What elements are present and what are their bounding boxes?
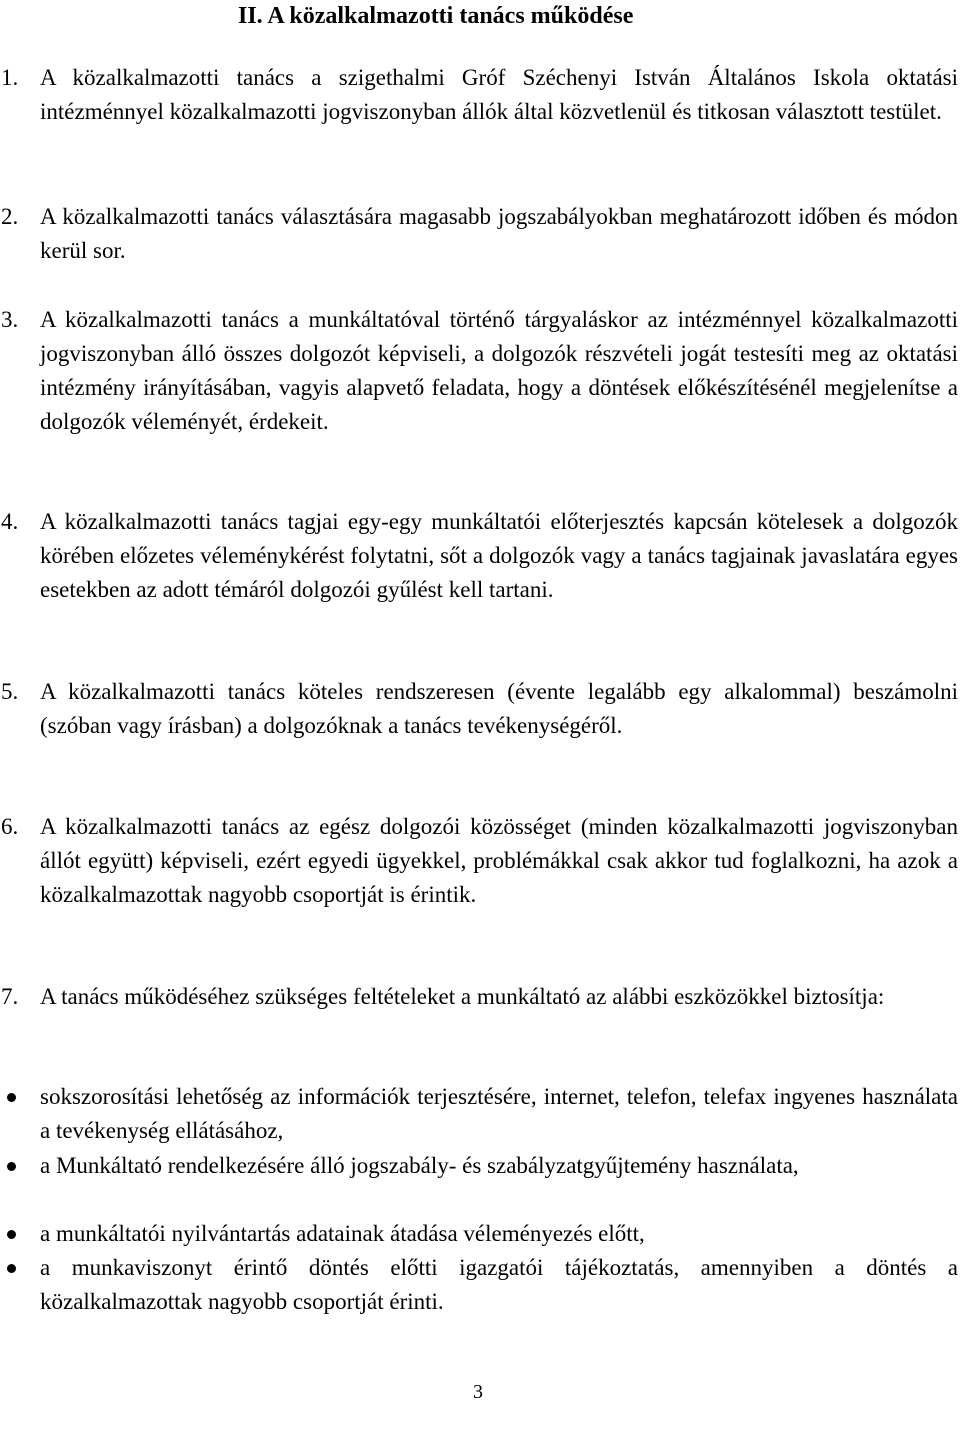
paragraph-number: 2. bbox=[1, 204, 19, 229]
paragraph-number: 5. bbox=[1, 679, 19, 704]
paragraph-number: 4. bbox=[1, 509, 19, 534]
page-number: 3 bbox=[473, 1381, 483, 1403]
paragraph-7 bbox=[1, 980, 958, 1014]
paragraph-1 bbox=[1, 61, 958, 129]
paragraph-number: 1. bbox=[1, 65, 19, 90]
list-item-text: a Munkáltató rendelkezésére álló jogszabály- és szabályzatgyűjtemény használata, bbox=[40, 1153, 799, 1178]
paragraph-3 bbox=[1, 303, 958, 439]
paragraph-text: A közalkalmazotti tanács választására magasabb jogszabályokban meghatározott időben és módon kerül sor. bbox=[40, 204, 958, 263]
paragraph-number: 3. bbox=[1, 307, 19, 332]
list-item-text: a munkáltatói nyilvántartás adatainak átadása véleményezés előtt, bbox=[40, 1221, 645, 1246]
list-item bbox=[40, 1217, 958, 1251]
paragraph-text: A tanács működéséhez szükséges feltételeket a munkáltató az alábbi eszközökkel biztosítja: bbox=[40, 984, 885, 1009]
paragraph-6 bbox=[1, 810, 958, 912]
paragraph-text: A közalkalmazotti tanács köteles rendszeresen (évente legalább egy alkalommal) beszámolni (szóban vagy írásban) a dolgozóknak a tanács tevékenységéről. bbox=[40, 679, 958, 738]
section-heading: II. A közalkalmazotti tanács működése bbox=[238, 3, 634, 29]
list-item bbox=[40, 1149, 958, 1183]
list-item bbox=[40, 1251, 958, 1319]
paragraph-text: A közalkalmazotti tanács az egész dolgozói közösséget (minden közalkalmazotti jogviszonyban állót együtt) képviseli, ezért egyedi ügyekkel, problémákkal csak akkor tud foglalkozni, ha azok a közalkalmazottak nagyobb csoportját is érintik. bbox=[40, 814, 958, 907]
paragraph-5 bbox=[1, 675, 958, 743]
list-item-text: sokszorosítási lehetőség az információk terjesztésére, internet, telefon, telefax ingyenes használata a tevékenység ellátásához, bbox=[40, 1084, 958, 1143]
paragraph-text: A közalkalmazotti tanács tagjai egy-egy munkáltatói előterjesztés kapcsán kötelesek a dolgozók körében előzetes véleménykérést folytatni, sőt a dolgozók vagy a tanács tagjainak javaslatára egyes esetekben az adott témáról dolgozói gyűlést kell tartani. bbox=[40, 509, 958, 602]
list-item bbox=[40, 1080, 958, 1148]
list-item-text: a munkaviszonyt érintő döntés előtti igazgatói tájékoztatás, amennyiben a döntés a közalkalmazottak nagyobb csoportját érinti. bbox=[40, 1255, 958, 1314]
bullet-icon bbox=[7, 1230, 16, 1239]
paragraph-2 bbox=[1, 200, 958, 268]
paragraph-number: 6. bbox=[1, 814, 19, 839]
bullet-icon bbox=[7, 1093, 16, 1102]
paragraph-4 bbox=[1, 505, 958, 607]
paragraph-number: 7. bbox=[1, 984, 19, 1009]
bullet-icon bbox=[7, 1162, 16, 1171]
paragraph-text: A közalkalmazotti tanács a szigethalmi Gróf Széchenyi István Általános Iskola oktatási intézménnyel közalkalmazotti jogviszonyban állók által közvetlenül és titkosan választott testület. bbox=[40, 65, 958, 124]
bullet-icon bbox=[7, 1264, 16, 1273]
paragraph-text: A közalkalmazotti tanács a munkáltatóval történő tárgyaláskor az intézménnyel közalkalmazotti jogviszonyban álló összes dolgozót képviseli, a dolgozók részvételi jogát testesíti meg az oktatási intézmény irányításában, vagyis alapvető feladata, hogy a döntések előkészítésénél megjelenítse a dolgozók véleményét, érdekeit. bbox=[40, 307, 958, 434]
